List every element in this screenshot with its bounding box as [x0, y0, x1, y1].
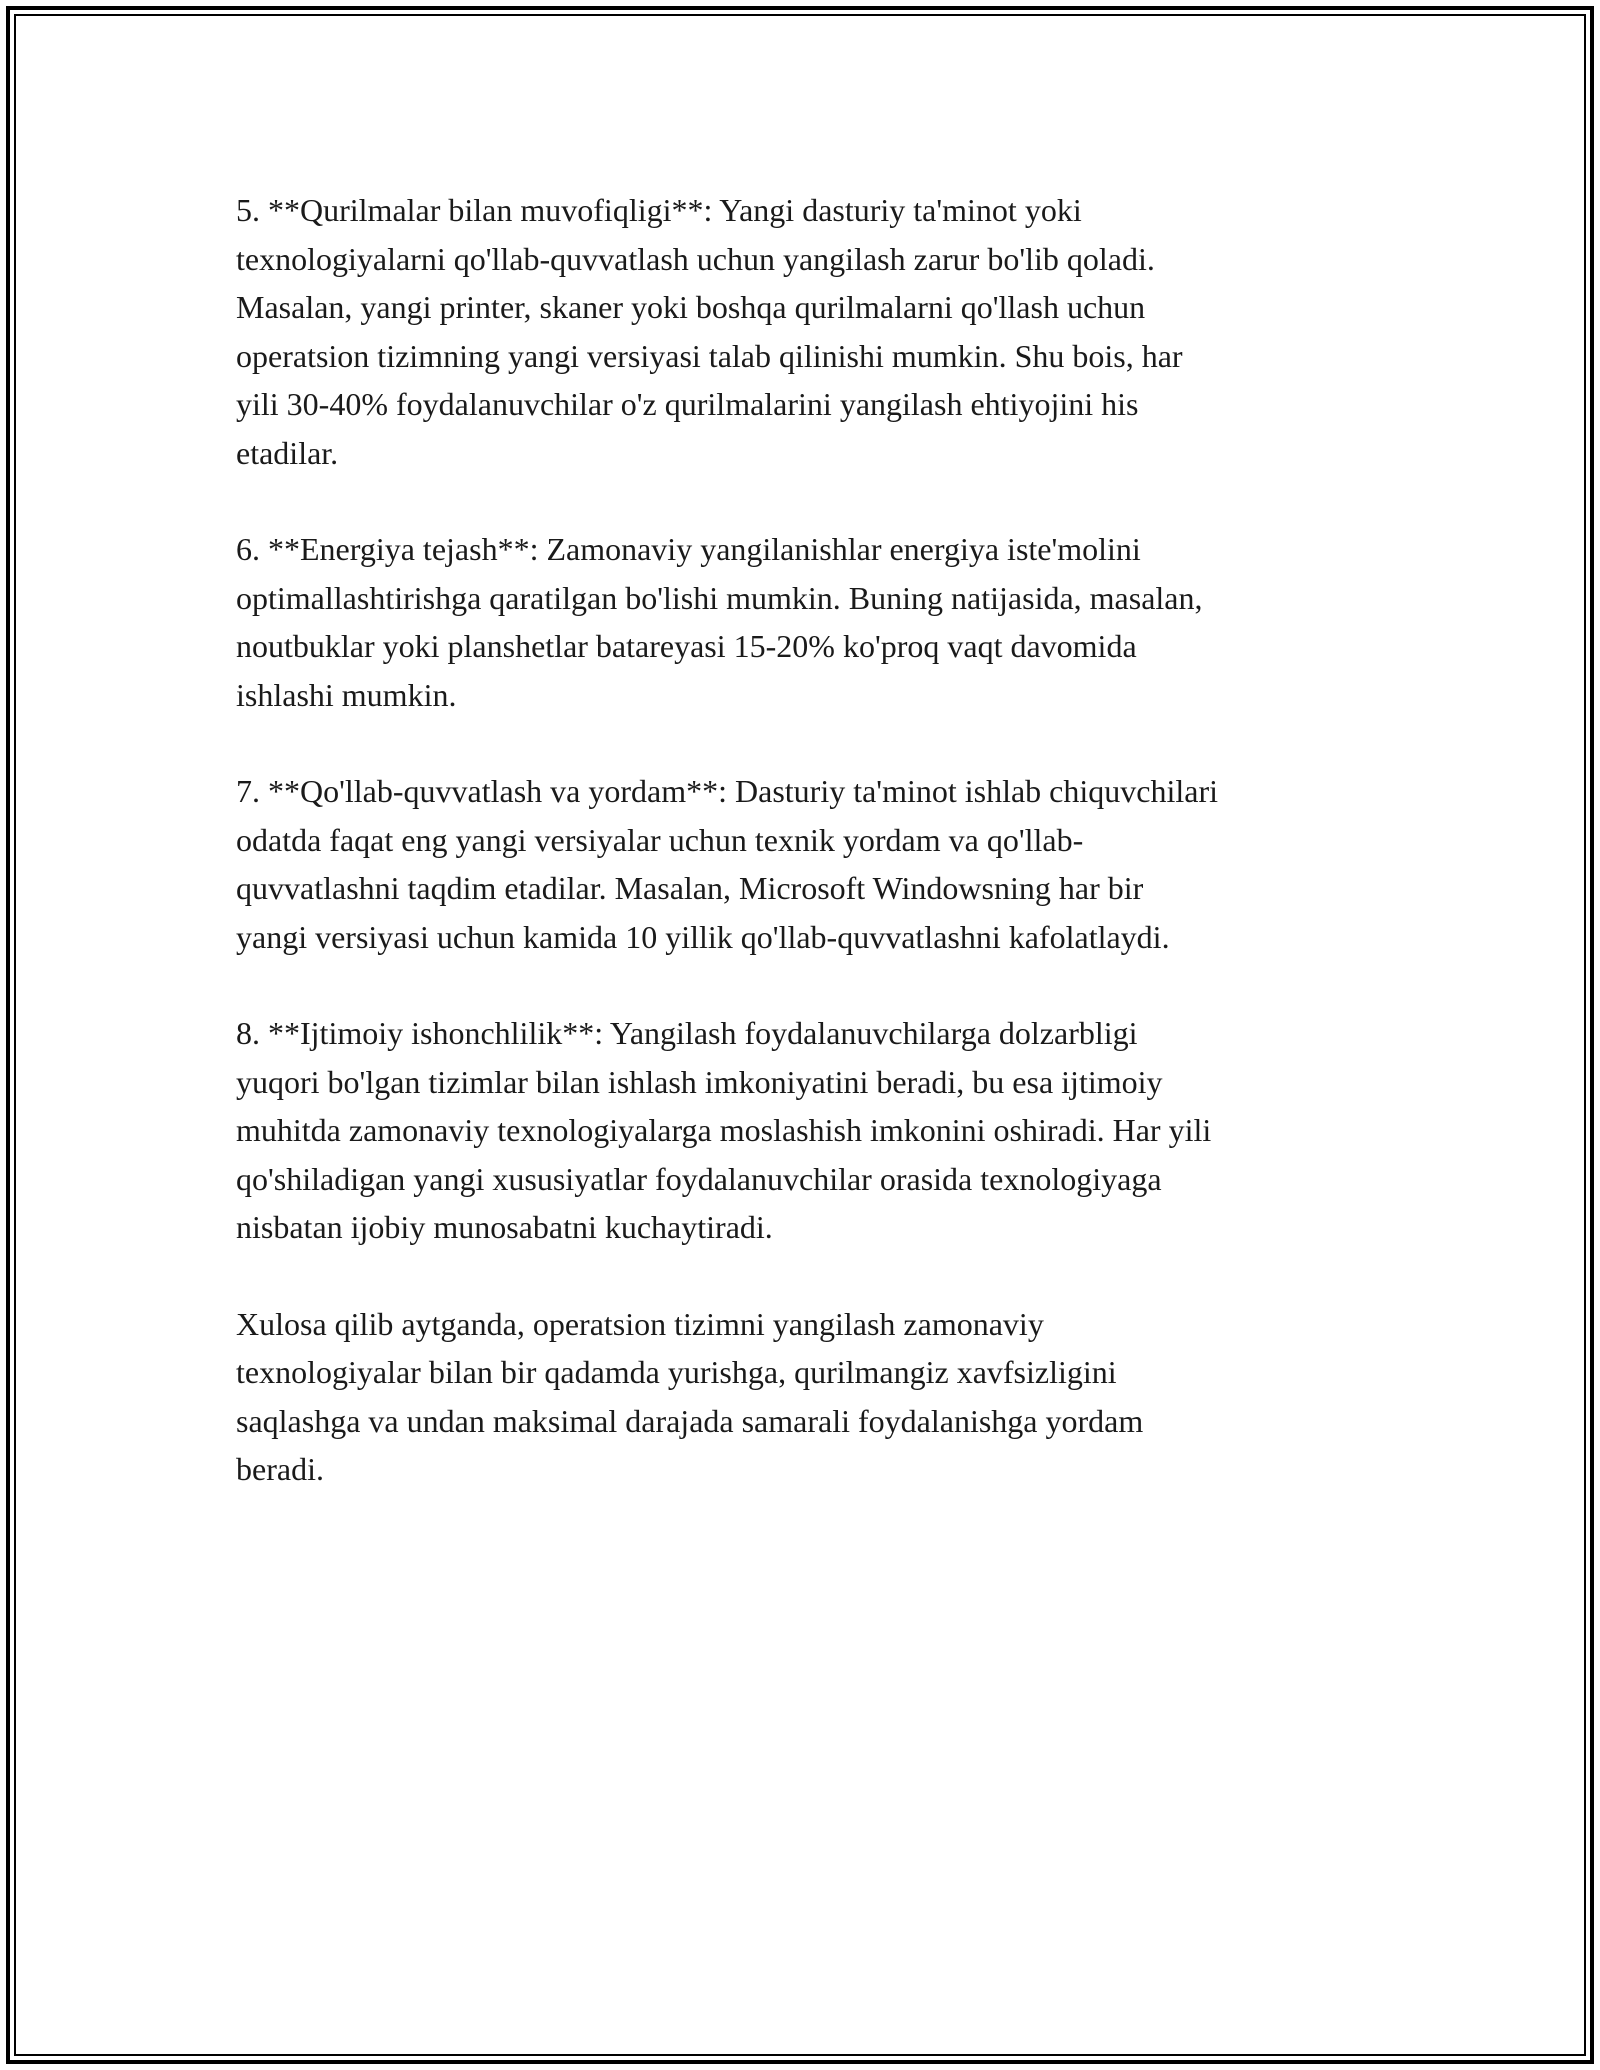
text-line: muhitda zamonaviy texnologiyalarga moslashish imkonini oshiradi. Har yili [236, 1112, 1212, 1148]
document-body [236, 186, 1376, 1542]
text-line: Masalan, yangi printer, skaner yoki boshqa qurilmalarni qo'llash uchun [236, 289, 1146, 325]
text-line: 8. **Ijtimoiy ishonchlilik**: Yangilash foydalanuvchilarga dolzarbligi [236, 1015, 1138, 1051]
paragraph-support [236, 767, 1376, 961]
text-line: optimallashtirishga qaratilgan bo'lishi mumkin. Buning natijasida, masalan, [236, 579, 1203, 616]
text-line: odatda faqat eng yangi versiyalar uchun texnik yordam va qo'llab- [236, 821, 1084, 858]
text-line: beradi. [236, 1451, 324, 1487]
text-line: nisbatan ijobiy munosabatni kuchaytiradi. [236, 1209, 773, 1245]
text-line: texnologiyalar bilan bir qadamda yurishga, qurilmangiz xavfsizligini [236, 1354, 1117, 1390]
paragraph-conclusion [236, 1300, 1376, 1494]
text-line: 5. **Qurilmalar bilan muvofiqligi**: Yangi dasturiy ta'minot yoki [236, 192, 1082, 228]
text-line: qo'shiladigan yangi xususiyatlar foydalanuvchilar orasida texnologiyaga [236, 1160, 1162, 1197]
paragraph-energy-saving [236, 525, 1376, 719]
text-line: etadilar. [236, 434, 339, 471]
text-line: quvvatlashni taqdim etadilar. Masalan, Microsoft Windowsning har bir [236, 870, 1144, 906]
text-line: yili 30-40% foydalanuvchilar o'z qurilmalarini yangilash ehtiyojini his [236, 386, 1139, 422]
text-line: 6. **Energiya tejash**: Zamonaviy yangilanishlar energiya iste'molini [236, 531, 1141, 567]
text-line: noutbuklar yoki planshetlar batareyasi 15-20% ko'proq vaqt davomida [236, 628, 1137, 664]
paragraph-device-compatibility [236, 186, 1376, 477]
paragraph-social-reliability [236, 1009, 1376, 1252]
text-line: yuqori bo'lgan tizimlar bilan ishlash imkoniyatini beradi, bu esa ijtimoiy [236, 1063, 1163, 1100]
text-line: Xulosa qilib aytganda, operatsion tizimni yangilash zamonaviy [236, 1305, 1044, 1342]
text-line: ishlashi mumkin. [236, 676, 457, 713]
text-line: texnologiyalarni qo'llab-quvvatlash uchun yangilash zarur bo'lib qoladi. [236, 240, 1155, 277]
text-line: operatsion tizimning yangi versiyasi talab qilinishi mumkin. Shu bois, har [236, 337, 1183, 374]
text-line: saqlashga va undan maksimal darajada samarali foydalanishga yordam [236, 1402, 1144, 1439]
text-line: 7. **Qo'llab-quvvatlash va yordam**: Dasturiy ta'minot ishlab chiquvchilari [236, 773, 1218, 809]
text-line: yangi versiyasi uchun kamida 10 yillik qo'llab-quvvatlashni kafolatlaydi. [236, 918, 1170, 955]
